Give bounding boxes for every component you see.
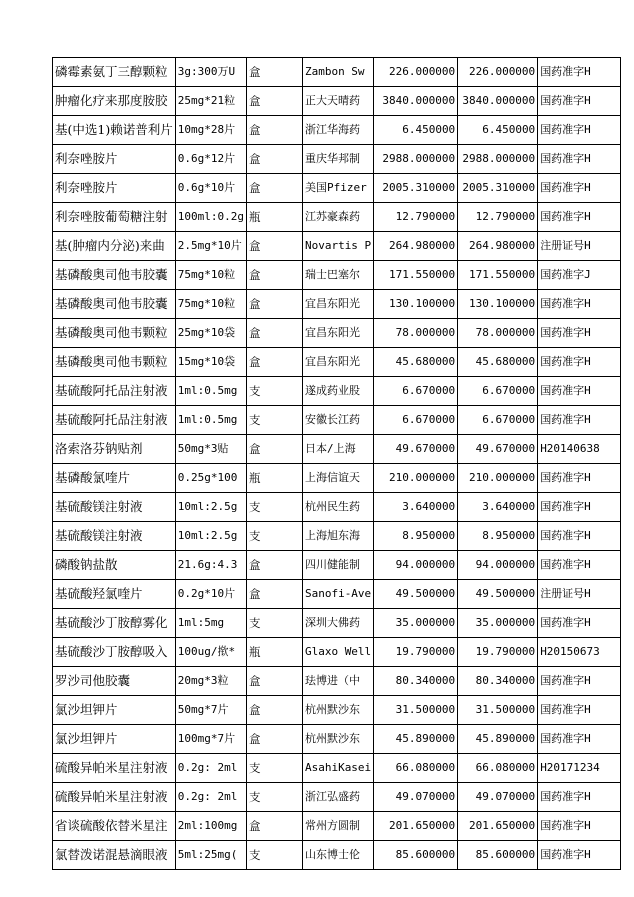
spec-cell: 0.25g*100 — [175, 464, 246, 493]
retail-price-cell: 31.500000 — [458, 696, 538, 725]
spec-cell: 25mg*10袋 — [175, 319, 246, 348]
manufacturer-cell: Novartis P — [302, 232, 373, 261]
price-cell: 2988.000000 — [374, 145, 458, 174]
retail-price-cell: 6.670000 — [458, 406, 538, 435]
table-row — [53, 203, 621, 232]
manufacturer-cell: 重庆华邦制 — [302, 145, 373, 174]
price-cell: 31.500000 — [374, 696, 458, 725]
retail-price-cell: 201.650000 — [458, 812, 538, 841]
table-row — [53, 319, 621, 348]
retail-price-cell: 264.980000 — [458, 232, 538, 261]
approval-number-cell: 国药准字H — [538, 58, 621, 87]
spec-cell: 2.5mg*10片 — [175, 232, 246, 261]
retail-price-cell: 226.000000 — [458, 58, 538, 87]
retail-price-cell: 45.680000 — [458, 348, 538, 377]
manufacturer-cell: 山东博士伦 — [302, 841, 373, 870]
spec-cell: 50mg*3贴 — [175, 435, 246, 464]
approval-number-cell: 国药准字H — [538, 841, 621, 870]
table-row — [53, 232, 621, 261]
retail-price-cell: 6.670000 — [458, 377, 538, 406]
price-cell: 78.000000 — [374, 319, 458, 348]
retail-price-cell: 8.950000 — [458, 522, 538, 551]
approval-number-cell: 注册证号H — [538, 232, 621, 261]
price-cell: 130.100000 — [374, 290, 458, 319]
unit-cell: 盒 — [246, 551, 302, 580]
table-row — [53, 667, 621, 696]
approval-number-cell: 国药准字H — [538, 87, 621, 116]
spec-cell: 0.2g: 2ml — [175, 754, 246, 783]
drug-name-cell: 基硫酸沙丁胺醇雾化 — [53, 609, 176, 638]
manufacturer-cell: AsahiKasei — [302, 754, 373, 783]
unit-cell: 盒 — [246, 58, 302, 87]
price-cell: 264.980000 — [374, 232, 458, 261]
table-row — [53, 609, 621, 638]
price-cell: 49.070000 — [374, 783, 458, 812]
table-body — [53, 58, 621, 870]
unit-cell: 盒 — [246, 290, 302, 319]
spec-cell: 20mg*3粒 — [175, 667, 246, 696]
manufacturer-cell: 四川健能制 — [302, 551, 373, 580]
spec-cell: 10ml:2.5g — [175, 522, 246, 551]
table-row — [53, 261, 621, 290]
drug-name-cell: 基磷酸奥司他韦胶囊 — [53, 290, 176, 319]
retail-price-cell: 94.000000 — [458, 551, 538, 580]
price-cell: 3.640000 — [374, 493, 458, 522]
unit-cell: 支 — [246, 377, 302, 406]
table-row — [53, 174, 621, 203]
approval-number-cell: 国药准字H — [538, 783, 621, 812]
drug-name-cell: 罗沙司他胶囊 — [53, 667, 176, 696]
spec-cell: 0.2g: 2ml — [175, 783, 246, 812]
drug-name-cell: 基(肿瘤内分泌)来曲 — [53, 232, 176, 261]
approval-number-cell: 国药准字H — [538, 348, 621, 377]
price-cell: 80.340000 — [374, 667, 458, 696]
manufacturer-cell: 宜昌东阳光 — [302, 319, 373, 348]
drug-name-cell: 基磷酸奥司他韦颗粒 — [53, 319, 176, 348]
retail-price-cell: 45.890000 — [458, 725, 538, 754]
unit-cell: 盒 — [246, 232, 302, 261]
table-row — [53, 696, 621, 725]
drug-name-cell: 利奈唑胺片 — [53, 145, 176, 174]
retail-price-cell: 2005.310000 — [458, 174, 538, 203]
drug-name-cell: 氯替泼诺混悬滴眼液 — [53, 841, 176, 870]
manufacturer-cell: 浙江华海药 — [302, 116, 373, 145]
unit-cell: 支 — [246, 783, 302, 812]
price-cell: 45.890000 — [374, 725, 458, 754]
unit-cell: 盒 — [246, 435, 302, 464]
manufacturer-cell: 正大天晴药 — [302, 87, 373, 116]
manufacturer-cell: 杭州民生药 — [302, 493, 373, 522]
spec-cell: 75mg*10粒 — [175, 261, 246, 290]
price-cell: 8.950000 — [374, 522, 458, 551]
price-cell: 171.550000 — [374, 261, 458, 290]
drug-name-cell: 氯沙坦钾片 — [53, 696, 176, 725]
spec-cell: 1ml:5mg — [175, 609, 246, 638]
manufacturer-cell: 江苏豪森药 — [302, 203, 373, 232]
retail-price-cell: 35.000000 — [458, 609, 538, 638]
approval-number-cell: 国药准字H — [538, 116, 621, 145]
spec-cell: 75mg*10粒 — [175, 290, 246, 319]
retail-price-cell: 78.000000 — [458, 319, 538, 348]
price-cell: 6.670000 — [374, 406, 458, 435]
manufacturer-cell: 宜昌东阳光 — [302, 348, 373, 377]
table-row — [53, 290, 621, 319]
approval-number-cell: 国药准字H — [538, 696, 621, 725]
approval-number-cell: 国药准字H — [538, 522, 621, 551]
drug-name-cell: 基硫酸阿托品注射液 — [53, 377, 176, 406]
price-cell: 3840.000000 — [374, 87, 458, 116]
drug-price-table — [52, 57, 621, 870]
price-cell: 201.650000 — [374, 812, 458, 841]
manufacturer-cell: 瑞士巴塞尔 — [302, 261, 373, 290]
spec-cell: 15mg*10袋 — [175, 348, 246, 377]
manufacturer-cell: 杭州默沙东 — [302, 725, 373, 754]
drug-name-cell: 肿瘤化疗来那度胺胶 — [53, 87, 176, 116]
drug-name-cell: 基硫酸镁注射液 — [53, 522, 176, 551]
manufacturer-cell: Glaxo Well — [302, 638, 373, 667]
table-row — [53, 638, 621, 667]
table-row — [53, 812, 621, 841]
price-cell: 6.670000 — [374, 377, 458, 406]
approval-number-cell: 国药准字H — [538, 493, 621, 522]
price-cell: 6.450000 — [374, 116, 458, 145]
table-row — [53, 116, 621, 145]
spec-cell: 21.6g:4.3 — [175, 551, 246, 580]
spec-cell: 1ml:0.5mg — [175, 406, 246, 435]
drug-name-cell: 洛索洛芬钠贴剂 — [53, 435, 176, 464]
approval-number-cell: 国药准字H — [538, 319, 621, 348]
unit-cell: 支 — [246, 841, 302, 870]
manufacturer-cell: 上海旭东海 — [302, 522, 373, 551]
price-cell: 49.500000 — [374, 580, 458, 609]
unit-cell: 支 — [246, 754, 302, 783]
manufacturer-cell: 上海信谊天 — [302, 464, 373, 493]
price-cell: 45.680000 — [374, 348, 458, 377]
manufacturer-cell: 浙江弘盛药 — [302, 783, 373, 812]
approval-number-cell: 国药准字H — [538, 551, 621, 580]
price-cell: 210.000000 — [374, 464, 458, 493]
approval-number-cell: 国药准字H — [538, 667, 621, 696]
retail-price-cell: 85.600000 — [458, 841, 538, 870]
table-row — [53, 754, 621, 783]
manufacturer-cell: 杭州默沙东 — [302, 696, 373, 725]
table-row — [53, 522, 621, 551]
unit-cell: 支 — [246, 406, 302, 435]
approval-number-cell: 国药准字H — [538, 377, 621, 406]
unit-cell: 支 — [246, 522, 302, 551]
spec-cell: 100mg*7片 — [175, 725, 246, 754]
spec-cell: 5ml:25mg( — [175, 841, 246, 870]
approval-number-cell: H20171234 — [538, 754, 621, 783]
price-cell: 35.000000 — [374, 609, 458, 638]
unit-cell: 盒 — [246, 667, 302, 696]
manufacturer-cell: 美国Pfizer — [302, 174, 373, 203]
manufacturer-cell: Sanofi-Ave — [302, 580, 373, 609]
price-cell: 19.790000 — [374, 638, 458, 667]
unit-cell: 盒 — [246, 319, 302, 348]
retail-price-cell: 130.100000 — [458, 290, 538, 319]
approval-number-cell: 注册证号H — [538, 580, 621, 609]
spec-cell: 0.6g*10片 — [175, 174, 246, 203]
unit-cell: 盒 — [246, 145, 302, 174]
price-cell: 226.000000 — [374, 58, 458, 87]
price-cell: 2005.310000 — [374, 174, 458, 203]
price-cell: 94.000000 — [374, 551, 458, 580]
approval-number-cell: 国药准字H — [538, 725, 621, 754]
approval-number-cell: 国药准字H — [538, 145, 621, 174]
retail-price-cell: 66.080000 — [458, 754, 538, 783]
spec-cell: 10mg*28片 — [175, 116, 246, 145]
unit-cell: 瓶 — [246, 638, 302, 667]
table-row — [53, 725, 621, 754]
drug-name-cell: 基磷酸奥司他韦颗粒 — [53, 348, 176, 377]
unit-cell: 盒 — [246, 696, 302, 725]
retail-price-cell: 49.500000 — [458, 580, 538, 609]
drug-name-cell: 基(中选1)赖诺普利片 — [53, 116, 176, 145]
approval-number-cell: 国药准字J — [538, 261, 621, 290]
approval-number-cell: 国药准字H — [538, 464, 621, 493]
price-cell: 49.670000 — [374, 435, 458, 464]
manufacturer-cell: 遂成药业股 — [302, 377, 373, 406]
unit-cell: 瓶 — [246, 203, 302, 232]
unit-cell: 盒 — [246, 348, 302, 377]
unit-cell: 支 — [246, 609, 302, 638]
retail-price-cell: 210.000000 — [458, 464, 538, 493]
manufacturer-cell: 深圳大佛药 — [302, 609, 373, 638]
table-row — [53, 435, 621, 464]
drug-name-cell: 磷霉素氨丁三醇颗粒 — [53, 58, 176, 87]
retail-price-cell: 6.450000 — [458, 116, 538, 145]
spec-cell: 100ml:0.2g — [175, 203, 246, 232]
manufacturer-cell: 日本/上海 — [302, 435, 373, 464]
approval-number-cell: 国药准字H — [538, 609, 621, 638]
drug-name-cell: 氯沙坦钾片 — [53, 725, 176, 754]
retail-price-cell: 2988.000000 — [458, 145, 538, 174]
drug-name-cell: 硫酸异帕米星注射液 — [53, 783, 176, 812]
retail-price-cell: 19.790000 — [458, 638, 538, 667]
table-row — [53, 58, 621, 87]
retail-price-cell: 80.340000 — [458, 667, 538, 696]
spec-cell: 25mg*21粒 — [175, 87, 246, 116]
spec-cell: 3g:300万U — [175, 58, 246, 87]
manufacturer-cell: 宜昌东阳光 — [302, 290, 373, 319]
table-row — [53, 580, 621, 609]
approval-number-cell: 国药准字H — [538, 290, 621, 319]
drug-name-cell: 基磷酸奥司他韦胶囊 — [53, 261, 176, 290]
drug-name-cell: 利奈唑胺葡萄糖注射 — [53, 203, 176, 232]
retail-price-cell: 3.640000 — [458, 493, 538, 522]
table-row — [53, 145, 621, 174]
manufacturer-cell: 安徽长江药 — [302, 406, 373, 435]
unit-cell: 盒 — [246, 812, 302, 841]
drug-name-cell: 基硫酸镁注射液 — [53, 493, 176, 522]
unit-cell: 盒 — [246, 580, 302, 609]
spec-cell: 0.2g*10片 — [175, 580, 246, 609]
retail-price-cell: 49.070000 — [458, 783, 538, 812]
spec-cell: 10ml:2.5g — [175, 493, 246, 522]
table-row — [53, 841, 621, 870]
drug-name-cell: 磷酸钠盐散 — [53, 551, 176, 580]
manufacturer-cell: 常州方圆制 — [302, 812, 373, 841]
unit-cell: 盒 — [246, 87, 302, 116]
unit-cell: 盒 — [246, 116, 302, 145]
approval-number-cell: H20140638 — [538, 435, 621, 464]
approval-number-cell: 国药准字H — [538, 203, 621, 232]
drug-name-cell: 基硫酸沙丁胺醇吸入 — [53, 638, 176, 667]
drug-name-cell: 省谈硫酸依替米星注 — [53, 812, 176, 841]
spec-cell: 0.6g*12片 — [175, 145, 246, 174]
approval-number-cell: H20150673 — [538, 638, 621, 667]
drug-name-cell: 基硫酸阿托品注射液 — [53, 406, 176, 435]
approval-number-cell: 国药准字H — [538, 812, 621, 841]
table-row — [53, 377, 621, 406]
price-cell: 85.600000 — [374, 841, 458, 870]
table-row — [53, 87, 621, 116]
drug-name-cell: 硫酸异帕米星注射液 — [53, 754, 176, 783]
drug-name-cell: 利奈唑胺片 — [53, 174, 176, 203]
unit-cell: 支 — [246, 493, 302, 522]
drug-name-cell: 基磷酸氯喹片 — [53, 464, 176, 493]
table-row — [53, 493, 621, 522]
drug-name-cell: 基硫酸羟氯喹片 — [53, 580, 176, 609]
unit-cell: 盒 — [246, 174, 302, 203]
spec-cell: 100ug/揿* — [175, 638, 246, 667]
spec-cell: 2ml:100mg — [175, 812, 246, 841]
approval-number-cell: 国药准字H — [538, 406, 621, 435]
unit-cell: 盒 — [246, 725, 302, 754]
table-row — [53, 406, 621, 435]
table-row — [53, 783, 621, 812]
manufacturer-cell: 珐博进（中 — [302, 667, 373, 696]
approval-number-cell: 国药准字H — [538, 174, 621, 203]
table-row — [53, 464, 621, 493]
table-row — [53, 348, 621, 377]
spec-cell: 1ml:0.5mg — [175, 377, 246, 406]
price-cell: 12.790000 — [374, 203, 458, 232]
manufacturer-cell: Zambon Sw — [302, 58, 373, 87]
unit-cell: 瓶 — [246, 464, 302, 493]
retail-price-cell: 49.670000 — [458, 435, 538, 464]
retail-price-cell: 3840.000000 — [458, 87, 538, 116]
spec-cell: 50mg*7片 — [175, 696, 246, 725]
retail-price-cell: 171.550000 — [458, 261, 538, 290]
retail-price-cell: 12.790000 — [458, 203, 538, 232]
table-row — [53, 551, 621, 580]
price-cell: 66.080000 — [374, 754, 458, 783]
unit-cell: 盒 — [246, 261, 302, 290]
